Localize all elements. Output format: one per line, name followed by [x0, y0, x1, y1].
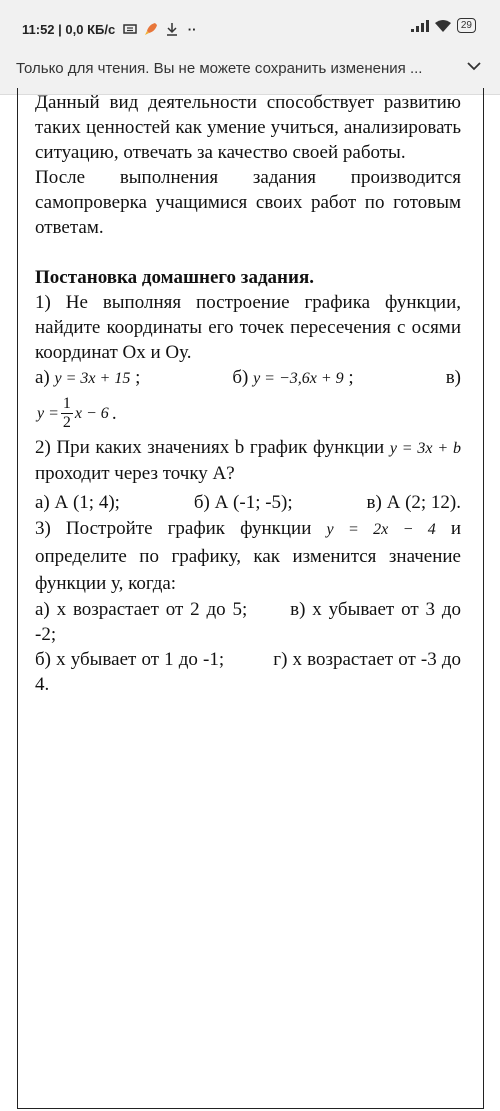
formula: y = 3x + 15 — [54, 370, 131, 387]
task-3-option-b: б) х убывает от 1 до -1; — [35, 649, 225, 670]
status-bar-indicators — [411, 18, 476, 33]
task-3-option-a: а) х возрастает от 2 до 5; — [35, 599, 248, 620]
task-3-text: 3) Постройте график функции y = 2x − 4 и определите по графику, как изменится значение функции у, когда: — [35, 518, 462, 594]
task-1-option-v: y = $\frac{1}{2}$ x − 6 . — [37, 394, 117, 431]
more-notifications-icon: ·· — [187, 22, 197, 37]
signal-icon — [411, 20, 429, 32]
chevron-down-icon[interactable] — [466, 56, 482, 81]
task-3-options-a-v — [35, 597, 461, 647]
task-2-option-v: в) А (2; 12). — [366, 492, 461, 513]
wifi-icon — [435, 20, 451, 32]
document-body — [35, 90, 461, 697]
network-speed: 0,0 КБ/с — [65, 22, 116, 37]
task-3-options-b-g — [35, 647, 461, 697]
paragraph-self-check: После выполнения задания производится самопроверка учащимися своих работ по готовым ответам. — [35, 167, 461, 238]
task-1-option-a: а) y = 3x + 15 ; — [35, 367, 141, 388]
task-1-text: 1) Не выполняя построение графика функции, найдите координаты его точек пересечения с осями координат Ох и Оу. — [35, 292, 461, 363]
task-2-options-row — [35, 490, 461, 515]
rocket-icon — [144, 22, 158, 36]
task-3-option-g: г) х возрастает от -3 до 4. — [35, 649, 461, 695]
task-1-options-row — [35, 365, 461, 391]
task-2-text: 2) При каких значениях b график функции y = 3x + b проходит через точку А? — [35, 437, 462, 484]
formula: y = 2x − 4 — [326, 521, 436, 538]
clock: 11:52 — [22, 22, 55, 37]
paragraph-activity: Данный вид деятельности способствует развитию таких ценностей как умение учиться, анализировать ситуацию, отвечать за качество своей работы. — [35, 92, 461, 163]
task-2-option-a: а) А (1; 4); — [35, 492, 120, 513]
sim-card-icon — [123, 23, 137, 35]
task-2-option-b: б) А (-1; -5); — [193, 492, 293, 513]
fraction: $\frac{1}{2}$ — [62, 394, 71, 431]
task-1-option-v-label: в) — [445, 367, 461, 388]
status-bar-time-and-speed: 11:52 | 0,0 КБ/с ·· — [22, 22, 197, 37]
task-3-option-v: в) х убывает от 3 до -2; — [35, 599, 462, 645]
task-1-option-b: б) y = −3,6x + 9 ; — [232, 367, 354, 388]
homework-heading: Постановка домашнего задания. — [35, 267, 314, 288]
battery-icon: 29 — [457, 18, 476, 33]
formula: y = 3x + b — [389, 440, 462, 457]
download-icon — [166, 22, 178, 36]
read-only-banner-text: Только для чтения. Вы не можете сохранить изменения ... — [16, 60, 423, 77]
formula: y = −3,6x + 9 — [253, 370, 344, 387]
